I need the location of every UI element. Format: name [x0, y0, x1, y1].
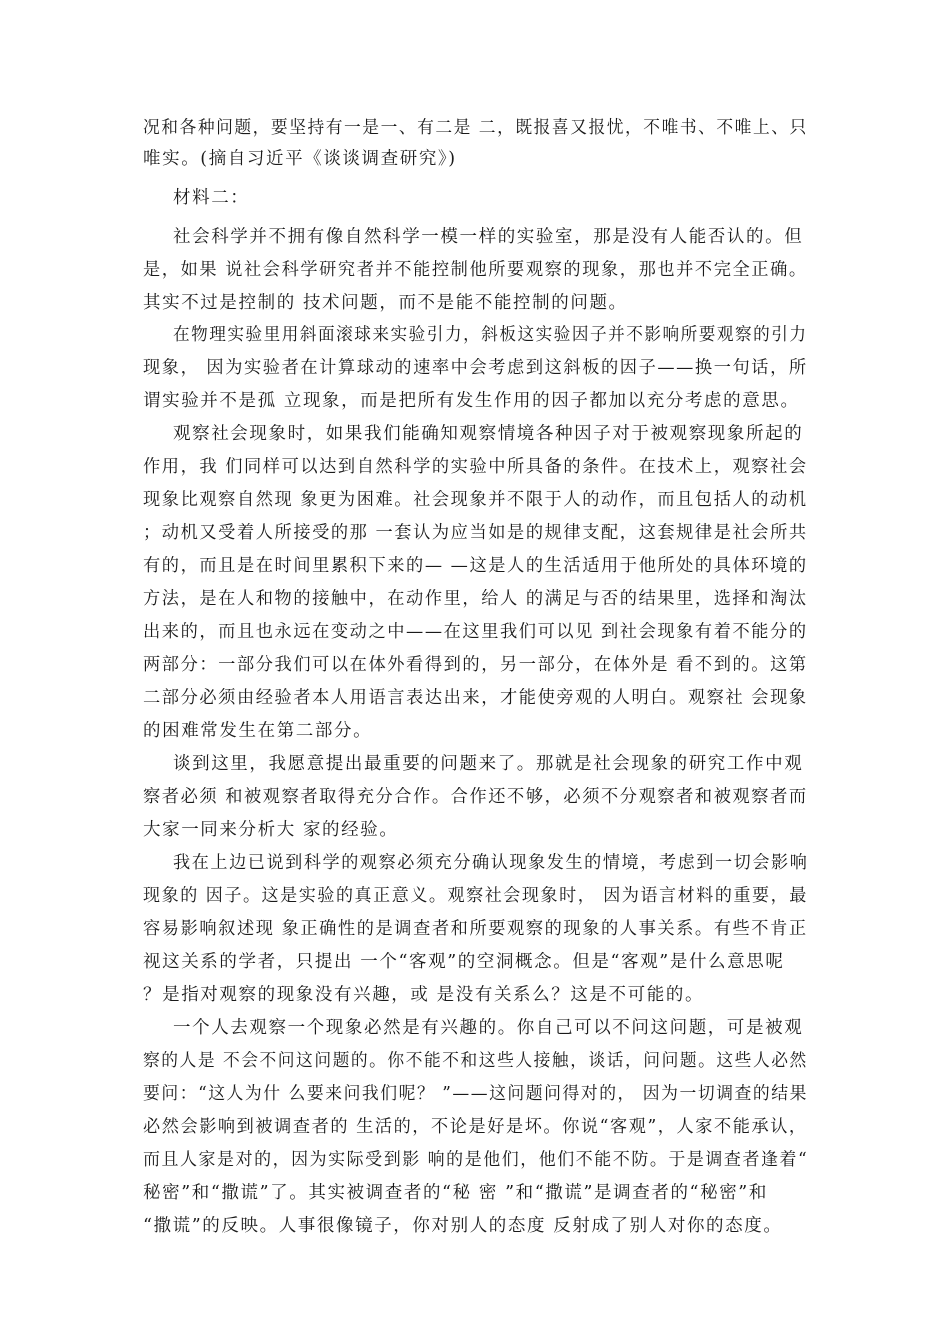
text-line: 的困难常发生在第二部分。 [143, 721, 373, 741]
text-line: 作用，我 们同样可以达到自然科学的实验中所具备的条件。在技术上，观察社会 [143, 457, 808, 477]
text-line: 二部分必须由经验者本人用语言表达出来，才能使旁观的人明白。观察社 会现象 [143, 688, 808, 708]
text-line: 秘密”和“撒谎”了。其实被调查者的“秘 密 ”和“撒谎”是调查者的“秘密”和 [143, 1183, 768, 1203]
text-line: 我在上边已说到科学的观察必须充分确认现象发生的情境，考虑到一切会影响 [173, 853, 809, 873]
text-line: 现象比观察自然现 象更为困难。社会现象并不限于人的动作，而且包括人的动机 [143, 490, 808, 510]
section-heading: 材料二： [173, 188, 250, 208]
text-line: 有的，而且是在时间里累积下来的— —这是人的生活适用于他所处的具体环境的 [143, 556, 808, 576]
text-line: 其实不过是控制的 技术问题，而不是能不能控制的问题。 [143, 293, 628, 313]
text-line: 容易影响叙述现 象正确性的是调查者和所要观察的现象的人事关系。有些不肯正 [143, 919, 808, 939]
text-line: 况和各种问题，要坚持有一是一、有二是 二，既报喜又报忧，不唯书、不唯上、只 [143, 118, 808, 138]
text-line: 方法，是在人和物的接触中，在动作里，给人 的满足与否的结果里，选择和淘汰 [143, 589, 808, 609]
text-line: ？是指对观察的现象没有兴趣，或 是没有关系么？这是不可能的。 [143, 985, 705, 1005]
text-line: 现象的 因子。这是实验的真正意义。观察社会现象时， 因为语言材料的重要，最 [143, 886, 808, 906]
text-line: 必然会影响到被调查者的 生活的，不论是好是坏。你说“客观”，人家不能承认， [143, 1117, 808, 1137]
text-line: 出来的，而且也永远在变动之中——在这里我们可以见 到社会现象有着不能分的 [143, 622, 808, 642]
text-line: 一个人去观察一个现象必然是有兴趣的。你自己可以不问这问题，可是被观 [173, 1018, 804, 1038]
text-line: 而且人家是对的，因为实际受到影 响的是他们，他们不能不防。于是调查者逢着“ [143, 1150, 809, 1170]
text-line: 察者必须 和被观察者取得充分合作。合作还不够，必须不分观察者和被观察者而 [143, 787, 808, 807]
text-line: 谈到这里，我愿意提出最重要的问题来了。那就是社会现象的研究工作中观 [173, 754, 804, 774]
text-line: 社会科学并不拥有像自然科学一模一样的实验室，那是没有人能否认的。但 [173, 227, 804, 247]
text-line: 大家一同来分析大 家的经验。 [143, 820, 399, 840]
text-line: 唯实。(摘自习近平《谈谈调查研究》) [143, 149, 457, 169]
text-line: 察的人是 不会不问这问题的。你不能不和这些人接触，谈话，问问题。这些人必然 [143, 1051, 808, 1071]
text-line: 是，如果 说社会科学研究者并不能控制他所要观察的现象，那也并不完全正确。 [143, 260, 808, 280]
text-line: 要问：“这人为什 么要来问我们呢？ ”——这问题问得对的， 因为一切调查的结果 [143, 1084, 808, 1104]
text-line: “撒谎”的反映。人事很像镜子，你对别人的态度 反射成了别人对你的态度。 [143, 1216, 783, 1236]
text-line: 两部分：一部分我们可以在体外看得到的，另一部分，在体外是 看不到的。这第 [143, 655, 808, 675]
text-line: 视这关系的学者，只提出 一个“客观”的空洞概念。但是“客观”是什么意思呢 [143, 952, 785, 972]
text-line: 观察社会现象时，如果我们能确知观察情境各种因子对于被观察现象所起的 [173, 424, 804, 444]
text-line: 谓实验并不是孤 立现象，而是把所有发生作用的因子都加以充分考虑的意思。 [143, 391, 800, 411]
text-line: 现象， 因为实验者在计算球动的速率中会考虑到这斜板的因子——换一句话，所 [143, 358, 808, 378]
text-line: ；动机又受着人所接受的那 一套认为应当如是的规律支配，这套规律是社会所共 [143, 523, 808, 543]
text-line: 在物理实验里用斜面滚球来实验引力，斜板这实验因子并不影响所要观察的引力 [173, 325, 808, 345]
